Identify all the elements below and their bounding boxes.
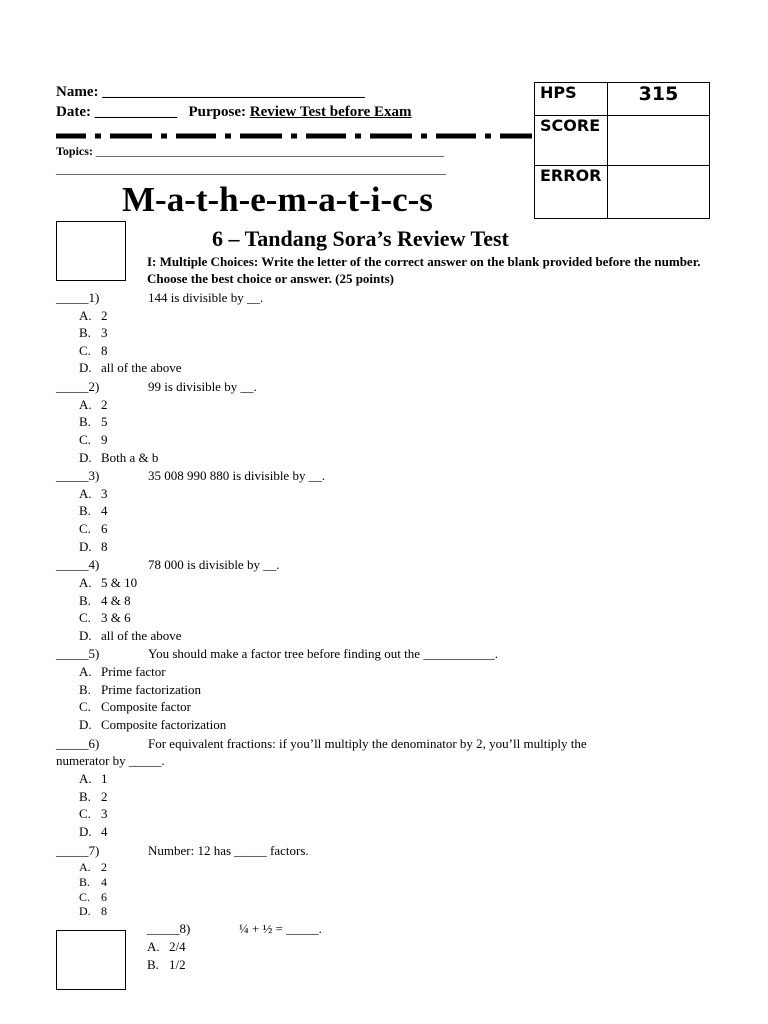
option: C. 6 xyxy=(79,890,107,904)
option: A. 2 xyxy=(79,397,108,412)
option: B. 5 xyxy=(79,414,108,429)
option: C. 6 xyxy=(79,521,108,536)
question-text: ¼ + ½ = _____. xyxy=(239,921,322,936)
question-text: For equivalent fractions: if you’ll multiply the denominator by 2, you’ll multiply the xyxy=(148,736,587,751)
error-label: ERROR xyxy=(535,166,608,219)
page-title: M-a-t-h-e-m-a-t-i-c-s xyxy=(122,180,433,219)
option: A. 1 xyxy=(79,771,108,786)
option: A. 3 xyxy=(79,486,108,501)
option: C. 9 xyxy=(79,432,108,447)
question-text: Number: 12 has _____ factors. xyxy=(148,843,309,858)
score-table xyxy=(534,82,710,219)
question-text: 35 008 990 880 is divisible by __. xyxy=(148,468,325,483)
date-line xyxy=(56,104,412,121)
option: A. 5 & 10 xyxy=(79,575,138,590)
error-value[interactable] xyxy=(608,166,710,219)
question-text-continued: numerator by _____. xyxy=(56,753,165,768)
answer-blank[interactable]: _____7) xyxy=(56,843,100,858)
question-2 xyxy=(56,379,257,395)
option: D. 4 xyxy=(79,824,108,839)
answer-blank[interactable]: _____3) xyxy=(56,468,100,483)
option: B. 4 xyxy=(79,875,107,889)
option: D. all of the above xyxy=(79,628,182,643)
question-1 xyxy=(56,290,263,306)
question-text: 78 000 is divisible by __. xyxy=(148,557,280,572)
hps-label: HPS xyxy=(535,83,608,116)
option: C. 8 xyxy=(79,343,108,358)
test-subtitle: 6 – Tandang Sora’s Review Test xyxy=(212,226,509,251)
question-3 xyxy=(56,468,325,484)
hps-value: 315 xyxy=(608,83,710,116)
bottom-box xyxy=(56,930,126,990)
purpose-value: Review Test before Exam xyxy=(249,104,412,120)
question-8 xyxy=(147,921,322,937)
score-value[interactable] xyxy=(608,116,710,166)
name-blank[interactable]: ___________________________________ xyxy=(102,84,365,100)
score-label: SCORE xyxy=(535,116,608,166)
option: D. Both a & b xyxy=(79,450,159,465)
topics-label: Topics: xyxy=(56,144,93,158)
purpose-label: Purpose: xyxy=(188,104,246,120)
question-text: 99 is divisible by __. xyxy=(148,379,257,394)
name-line xyxy=(56,84,365,101)
question-5 xyxy=(56,646,498,662)
question-6 xyxy=(56,736,587,752)
question-text: 144 is divisible by __. xyxy=(148,290,264,305)
answer-blank[interactable]: _____2) xyxy=(56,379,100,394)
option: A. 2 xyxy=(79,308,108,323)
question-text: You should make a factor tree before finding out the ___________. xyxy=(148,646,498,661)
option: A. 2/4 xyxy=(147,939,186,954)
option: C. Composite factor xyxy=(79,699,191,714)
option: D. all of the above xyxy=(79,360,182,375)
answer-blank[interactable]: _____4) xyxy=(56,557,100,572)
photo-box xyxy=(56,221,126,281)
option: B. 4 & 8 xyxy=(79,593,131,608)
dash-dot-divider xyxy=(56,128,532,142)
option: B. 1/2 xyxy=(147,957,186,972)
topics-blank[interactable]: __________________________________________________________ xyxy=(95,144,444,158)
question-4 xyxy=(56,557,279,573)
date-label: Date: xyxy=(56,104,91,120)
option: A. Prime factor xyxy=(79,664,166,679)
answer-blank[interactable]: _____6) xyxy=(56,736,100,751)
extra-blank-line[interactable]: _________________________________________________________________ xyxy=(56,162,446,176)
option: D. 8 xyxy=(79,539,108,554)
answer-blank[interactable]: _____5) xyxy=(56,646,100,661)
date-blank[interactable]: ___________ xyxy=(94,104,178,120)
option: B. Prime factorization xyxy=(79,682,201,697)
topics-line xyxy=(56,144,444,159)
question-7 xyxy=(56,843,309,859)
option: C. 3 xyxy=(79,806,108,821)
option: C. 3 & 6 xyxy=(79,610,131,625)
option: D. 8 xyxy=(79,904,107,918)
option: B. 3 xyxy=(79,325,108,340)
answer-blank[interactable]: _____1) xyxy=(56,290,100,305)
option: B. 4 xyxy=(79,503,108,518)
answer-blank[interactable]: _____8) xyxy=(147,921,191,936)
option: B. 2 xyxy=(79,789,108,804)
option: A. 2 xyxy=(79,860,107,874)
name-label: Name: xyxy=(56,84,99,100)
instructions: I: Multiple Choices: Write the letter of the correct answer on the blank provided before the number. Choose the best choice or answer. (25 points) xyxy=(147,254,701,286)
option: D. Composite factorization xyxy=(79,717,227,732)
